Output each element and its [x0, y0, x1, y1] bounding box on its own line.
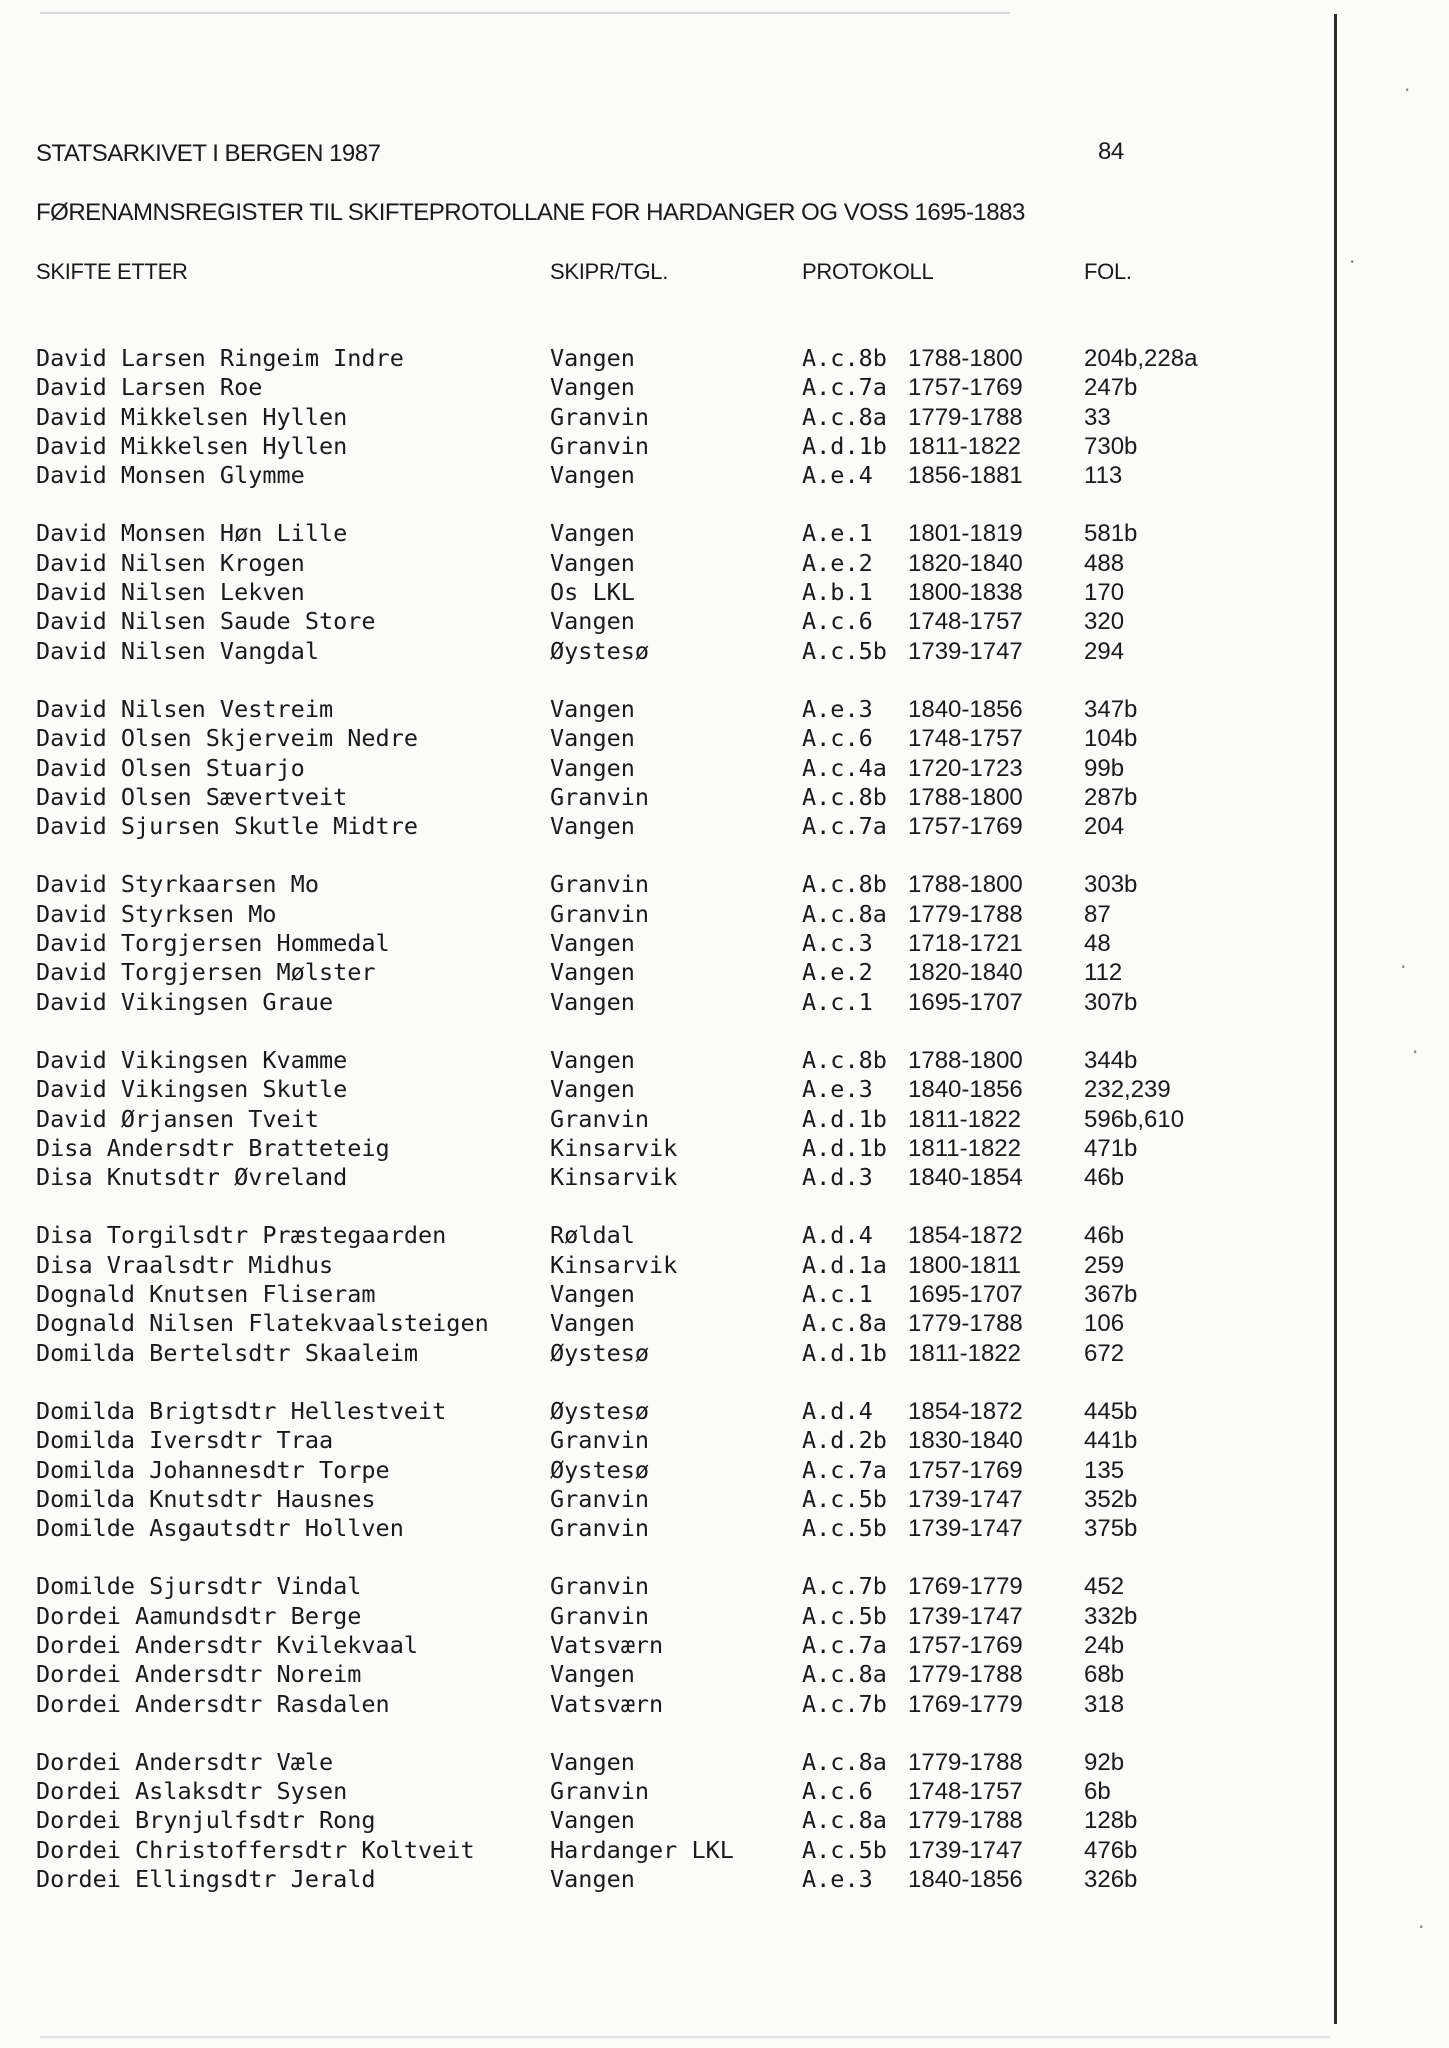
- entry-protokoll: A.d.1b: [802, 1133, 887, 1162]
- entry-protokoll: A.c.7b: [802, 1572, 887, 1601]
- entry-folio: 33: [1084, 403, 1111, 431]
- entry-protokoll: A.e.3: [802, 1075, 873, 1104]
- entry-folio: 672: [1084, 1339, 1125, 1367]
- register-table: [0, 344, 1320, 1923]
- table-row: [0, 1309, 1320, 1338]
- table-row: [0, 344, 1320, 373]
- entry-skipr: Øystesø: [550, 636, 650, 665]
- entry-folio: 48: [1084, 930, 1111, 958]
- entry-years: 1779-1788: [908, 1748, 1023, 1776]
- entry-years: 1840-1856: [908, 1866, 1023, 1894]
- column-header-name: SKIFTE ETTER: [36, 259, 188, 284]
- entry-name: Disa Andersdtr Bratteteig: [36, 1133, 390, 1162]
- table-row: [0, 1690, 1320, 1719]
- entry-years: 1779-1788: [908, 1807, 1023, 1835]
- entry-years: 1757-1769: [908, 1631, 1023, 1659]
- entry-years: 1788-1800: [908, 1046, 1023, 1074]
- table-row: [0, 988, 1320, 1017]
- table-row: [0, 1572, 1320, 1601]
- entry-skipr: Os LKL: [550, 578, 635, 607]
- entry-folio: 204b,228a: [1084, 345, 1198, 372]
- entry-skipr: Vangen: [550, 1045, 635, 1074]
- entry-protokoll: A.b.1: [802, 578, 873, 607]
- entry-years: 1779-1788: [908, 403, 1023, 431]
- entry-protokoll: A.c.8a: [802, 1309, 887, 1338]
- entry-name: David Olsen Stuarjo: [36, 753, 305, 782]
- entry-skipr: Granvin: [550, 1514, 650, 1543]
- entry-skipr: Vangen: [550, 987, 635, 1016]
- entry-years: 1801-1819: [908, 520, 1023, 548]
- entry-protokoll: A.c.7a: [802, 1455, 887, 1484]
- scan-speck: ·: [1418, 1915, 1425, 1939]
- entry-protokoll: A.d.1b: [802, 1338, 887, 1367]
- table-row: [0, 870, 1320, 899]
- entry-years: 1748-1757: [908, 608, 1023, 636]
- entry-folio: 204: [1084, 813, 1125, 841]
- entry-name: David Ørjansen Tveit: [36, 1104, 319, 1133]
- entry-name: David Nilsen Lekven: [36, 578, 305, 607]
- entry-skipr: Hardanger LKL: [550, 1835, 734, 1864]
- entry-years: 1840-1856: [908, 695, 1023, 723]
- entry-protokoll: A.e.3: [802, 1865, 873, 1894]
- entry-years: 1757-1769: [908, 1456, 1023, 1484]
- entry-years: 1695-1707: [908, 1281, 1023, 1309]
- entry-skipr: Kinsarvik: [550, 1163, 678, 1192]
- entry-years: 1748-1757: [908, 1778, 1023, 1806]
- entry-protokoll: A.c.5b: [802, 1601, 887, 1630]
- scan-speck: ·: [1404, 78, 1411, 102]
- entry-skipr: Granvin: [550, 1601, 650, 1630]
- table-row: [0, 1865, 1320, 1894]
- entry-skipr: Øystesø: [550, 1338, 650, 1367]
- entry-folio: 113: [1084, 462, 1123, 490]
- scan-border-bottom: [40, 2036, 1330, 2038]
- entry-years: 1830-1840: [908, 1427, 1023, 1455]
- entry-skipr: Vangen: [550, 1075, 635, 1104]
- scan-edge-right: [1334, 14, 1337, 2024]
- entry-protokoll: A.c.5b: [802, 636, 887, 665]
- entry-folio: 170: [1084, 579, 1125, 607]
- entry-protokoll: A.c.6: [802, 724, 873, 753]
- entry-folio: 441b: [1084, 1427, 1138, 1455]
- table-row: [0, 958, 1320, 987]
- entry-years: 1739-1747: [908, 637, 1023, 665]
- entry-name: Disa Torgilsdtr Præstegaarden: [36, 1221, 447, 1250]
- table-row: [0, 461, 1320, 490]
- entry-skipr: Vangen: [550, 958, 635, 987]
- entry-skipr: Granvin: [550, 1484, 650, 1513]
- entry-name: Dordei Andersdtr Væle: [36, 1747, 334, 1776]
- entry-folio: 104b: [1084, 725, 1138, 753]
- entry-skipr: Kinsarvik: [550, 1250, 678, 1279]
- entry-skipr: Vangen: [550, 1806, 635, 1835]
- entry-skipr: Vatsværn: [550, 1630, 664, 1659]
- entry-folio: 259: [1084, 1251, 1125, 1279]
- table-row: [0, 754, 1320, 783]
- entry-years: 1739-1747: [908, 1602, 1023, 1630]
- entry-folio: 581b: [1084, 520, 1138, 548]
- entry-name: Dordei Andersdtr Noreim: [36, 1660, 362, 1689]
- entry-years: 1779-1788: [908, 1310, 1023, 1338]
- entry-group: [0, 1221, 1320, 1367]
- entry-skipr: Vangen: [550, 1309, 635, 1338]
- entry-name: Dordei Aslaksdtr Sysen: [36, 1777, 348, 1806]
- entry-years: 1788-1800: [908, 871, 1023, 899]
- scan-speck: ·: [1349, 250, 1356, 274]
- entry-years: 1788-1800: [908, 345, 1023, 372]
- table-row: [0, 1485, 1320, 1514]
- entry-years: 1811-1822: [908, 1134, 1021, 1162]
- table-row: [0, 1602, 1320, 1631]
- entry-years: 1739-1747: [908, 1515, 1023, 1543]
- entry-group: [0, 1748, 1320, 1894]
- entry-years: 1800-1811: [908, 1251, 1021, 1279]
- table-row: [0, 1660, 1320, 1689]
- entry-name: Domilda Johannesdtr Torpe: [36, 1455, 390, 1484]
- entry-group: [0, 519, 1320, 665]
- entry-folio: 99b: [1084, 754, 1125, 782]
- entry-folio: 287b: [1084, 783, 1138, 811]
- entry-skipr: Vangen: [550, 548, 635, 577]
- column-header-protokoll: PROTOKOLL: [802, 259, 934, 284]
- entry-protokoll: A.c.7a: [802, 812, 887, 841]
- entry-skipr: Vangen: [550, 607, 635, 636]
- table-row: [0, 724, 1320, 753]
- table-row: [0, 783, 1320, 812]
- table-row: [0, 1397, 1320, 1426]
- entry-name: Dordei Andersdtr Rasdalen: [36, 1689, 390, 1718]
- entry-years: 1811-1822: [908, 1105, 1021, 1133]
- entry-name: Dordei Christoffersdtr Koltveit: [36, 1835, 475, 1864]
- table-row: [0, 1748, 1320, 1777]
- entry-protokoll: A.e.3: [802, 694, 873, 723]
- entry-years: 1854-1872: [908, 1397, 1023, 1425]
- table-row: [0, 519, 1320, 548]
- entry-group: [0, 344, 1320, 490]
- document-subtitle: FØRENAMNSREGISTER TIL SKIFTEPROTOLLANE FOR HARDANGER OG VOSS 1695-1883: [36, 199, 1025, 226]
- entry-protokoll: A.c.6: [802, 607, 873, 636]
- entry-name: Dordei Andersdtr Kvilekvaal: [36, 1630, 419, 1659]
- entry-protokoll: A.e.2: [802, 958, 873, 987]
- entry-name: David Vikingsen Graue: [36, 987, 334, 1016]
- entry-protokoll: A.c.7a: [802, 373, 887, 402]
- entry-skipr: Granvin: [550, 870, 650, 899]
- entry-years: 1739-1747: [908, 1836, 1023, 1864]
- scan-speck: ·: [1412, 1040, 1419, 1064]
- entry-skipr: Granvin: [550, 402, 650, 431]
- entry-name: David Olsen Skjerveim Nedre: [36, 724, 419, 753]
- entry-protokoll: A.d.4: [802, 1396, 873, 1425]
- table-row: [0, 1456, 1320, 1485]
- table-row: [0, 1339, 1320, 1368]
- entry-years: 1854-1872: [908, 1222, 1023, 1250]
- entry-group: [0, 870, 1320, 1016]
- entry-protokoll: A.c.6: [802, 1777, 873, 1806]
- entry-years: 1757-1769: [908, 813, 1023, 841]
- table-row: [0, 637, 1320, 666]
- entry-years: 1748-1757: [908, 725, 1023, 753]
- entry-years: 1739-1747: [908, 1485, 1023, 1513]
- table-row: [0, 900, 1320, 929]
- entry-skipr: Vangen: [550, 753, 635, 782]
- entry-folio: 6b: [1084, 1778, 1111, 1806]
- entry-protokoll: A.e.4: [802, 461, 873, 490]
- entry-folio: 318: [1084, 1690, 1125, 1718]
- entry-protokoll: A.c.7a: [802, 1630, 887, 1659]
- entry-name: Domilde Sjursdtr Vindal: [36, 1572, 362, 1601]
- table-row: [0, 373, 1320, 402]
- entry-skipr: Granvin: [550, 782, 650, 811]
- entry-skipr: Granvin: [550, 1777, 650, 1806]
- entry-folio: 247b: [1084, 374, 1138, 402]
- entry-folio: 87: [1084, 900, 1111, 928]
- entry-years: 1757-1769: [908, 374, 1023, 402]
- entry-protokoll: A.c.8a: [802, 402, 887, 431]
- table-row: [0, 1221, 1320, 1250]
- entry-folio: 471b: [1084, 1134, 1138, 1162]
- entry-group: [0, 695, 1320, 841]
- entry-name: Disa Knutsdtr Øvreland: [36, 1163, 348, 1192]
- entry-protokoll: A.c.7b: [802, 1689, 887, 1718]
- entry-name: Dognald Knutsen Fliseram: [36, 1280, 376, 1309]
- entry-protokoll: A.c.3: [802, 929, 873, 958]
- entry-skipr: Vangen: [550, 929, 635, 958]
- entry-name: David Larsen Roe: [36, 373, 263, 402]
- document-title: STATSARKIVET I BERGEN 1987: [36, 140, 381, 167]
- entry-protokoll: A.c.8a: [802, 1806, 887, 1835]
- entry-folio: 326b: [1084, 1866, 1138, 1894]
- entry-skipr: Øystesø: [550, 1396, 650, 1425]
- entry-name: David Olsen Sævertveit: [36, 782, 348, 811]
- table-row: [0, 432, 1320, 461]
- entry-skipr: Vangen: [550, 812, 635, 841]
- entry-protokoll: A.d.2b: [802, 1426, 887, 1455]
- entry-years: 1820-1840: [908, 549, 1023, 577]
- entry-folio: 320: [1084, 608, 1125, 636]
- entry-folio: 112: [1084, 959, 1123, 987]
- table-row: [0, 695, 1320, 724]
- entry-protokoll: A.d.1b: [802, 431, 887, 460]
- entry-name: David Nilsen Saude Store: [36, 607, 376, 636]
- scan-speck: ·: [1400, 955, 1407, 979]
- entry-skipr: Røldal: [550, 1221, 635, 1250]
- entry-skipr: Øystesø: [550, 1455, 650, 1484]
- entry-protokoll: A.c.8a: [802, 1747, 887, 1776]
- entry-skipr: Vangen: [550, 1747, 635, 1776]
- entry-skipr: Vangen: [550, 344, 635, 372]
- entry-years: 1718-1721: [908, 930, 1023, 958]
- page-number: 84: [1098, 138, 1124, 165]
- entry-name: Domilda Knutsdtr Hausnes: [36, 1484, 376, 1513]
- entry-protokoll: A.c.4a: [802, 753, 887, 782]
- entry-protokoll: A.c.8b: [802, 782, 887, 811]
- table-row: [0, 1777, 1320, 1806]
- entry-folio: 307b: [1084, 988, 1138, 1016]
- entry-protokoll: A.d.1b: [802, 1104, 887, 1133]
- entry-folio: 24b: [1084, 1631, 1125, 1659]
- entry-years: 1720-1723: [908, 754, 1023, 782]
- entry-name: Disa Vraalsdtr Midhus: [36, 1250, 334, 1279]
- entry-folio: 68b: [1084, 1661, 1125, 1689]
- column-header-fol: FOL.: [1084, 259, 1132, 284]
- table-row: [0, 1046, 1320, 1075]
- entry-protokoll: A.c.8a: [802, 899, 887, 928]
- entry-name: Dognald Nilsen Flatekvaalsteigen: [36, 1309, 489, 1338]
- entry-years: 1788-1800: [908, 783, 1023, 811]
- entry-years: 1840-1854: [908, 1164, 1023, 1192]
- entry-years: 1779-1788: [908, 900, 1023, 928]
- entry-folio: 303b: [1084, 871, 1138, 899]
- entry-protokoll: A.c.5b: [802, 1835, 887, 1864]
- entry-skipr: Vatsværn: [550, 1689, 664, 1718]
- entry-name: David Larsen Ringeim Indre: [36, 344, 404, 372]
- entry-protokoll: A.c.8a: [802, 1660, 887, 1689]
- entry-name: David Nilsen Krogen: [36, 548, 305, 577]
- entry-skipr: Vangen: [550, 461, 635, 490]
- entry-years: 1779-1788: [908, 1661, 1023, 1689]
- entry-skipr: Granvin: [550, 899, 650, 928]
- entry-skipr: Vangen: [550, 373, 635, 402]
- entry-folio: 730b: [1084, 432, 1138, 460]
- entry-name: David Mikkelsen Hyllen: [36, 402, 348, 431]
- entry-years: 1840-1856: [908, 1076, 1023, 1104]
- entry-skipr: Vangen: [550, 1280, 635, 1309]
- entry-name: David Monsen Høn Lille: [36, 519, 348, 548]
- entry-folio: 332b: [1084, 1602, 1138, 1630]
- entry-folio: 128b: [1084, 1807, 1138, 1835]
- table-row: [0, 929, 1320, 958]
- table-row: [0, 1105, 1320, 1134]
- entry-folio: 232,239: [1084, 1076, 1171, 1104]
- entry-years: 1695-1707: [908, 988, 1023, 1016]
- table-row: [0, 1075, 1320, 1104]
- entry-folio: 367b: [1084, 1281, 1138, 1309]
- entry-protokoll: A.c.5b: [802, 1514, 887, 1543]
- entry-protokoll: A.d.3: [802, 1163, 873, 1192]
- entry-folio: 488: [1084, 549, 1125, 577]
- entry-protokoll: A.d.1a: [802, 1250, 887, 1279]
- entry-folio: 347b: [1084, 695, 1138, 723]
- entry-folio: 92b: [1084, 1748, 1125, 1776]
- entry-skipr: Vangen: [550, 519, 635, 548]
- entry-folio: 294: [1084, 637, 1125, 665]
- table-row: [0, 1251, 1320, 1280]
- entry-group: [0, 1397, 1320, 1543]
- entry-folio: 344b: [1084, 1046, 1138, 1074]
- entry-protokoll: A.e.1: [802, 519, 873, 548]
- table-row: [0, 812, 1320, 841]
- entry-skipr: Granvin: [550, 1426, 650, 1455]
- entry-name: David Monsen Glymme: [36, 461, 305, 490]
- entry-protokoll: A.c.8b: [802, 344, 887, 372]
- table-row: [0, 549, 1320, 578]
- entry-protokoll: A.c.8b: [802, 1045, 887, 1074]
- entry-protokoll: A.c.1: [802, 987, 873, 1016]
- table-row: [0, 1280, 1320, 1309]
- table-row: [0, 1836, 1320, 1865]
- entry-name: Domilde Asgautsdtr Hollven: [36, 1514, 404, 1543]
- entry-skipr: Vangen: [550, 1660, 635, 1689]
- entry-skipr: Vangen: [550, 724, 635, 753]
- entry-years: 1769-1779: [908, 1573, 1023, 1601]
- entry-group: [0, 1572, 1320, 1718]
- table-row: [0, 403, 1320, 432]
- entry-name: David Styrkaarsen Mo: [36, 870, 319, 899]
- entry-name: Domilda Bertelsdtr Skaaleim: [36, 1338, 419, 1367]
- entry-skipr: Granvin: [550, 1104, 650, 1133]
- entry-name: Domilda Brigtsdtr Hellestveit: [36, 1396, 447, 1425]
- entry-protokoll: A.c.8b: [802, 870, 887, 899]
- entry-years: 1811-1822: [908, 1339, 1021, 1367]
- entry-folio: 452: [1084, 1573, 1125, 1601]
- table-row: [0, 578, 1320, 607]
- entry-folio: 352b: [1084, 1485, 1138, 1513]
- entry-name: Dordei Aamundsdtr Berge: [36, 1601, 362, 1630]
- entry-name: David Sjursen Skutle Midtre: [36, 812, 419, 841]
- table-row: [0, 1163, 1320, 1192]
- entry-name: David Nilsen Vangdal: [36, 636, 319, 665]
- entry-skipr: Kinsarvik: [550, 1133, 678, 1162]
- table-row: [0, 1514, 1320, 1543]
- entry-name: David Torgjersen Hommedal: [36, 929, 390, 958]
- entry-skipr: Vangen: [550, 1865, 635, 1894]
- entry-group: [0, 1046, 1320, 1192]
- entry-protokoll: A.e.2: [802, 548, 873, 577]
- entry-folio: 596b,610: [1084, 1105, 1185, 1133]
- entry-folio: 135: [1084, 1456, 1125, 1484]
- entry-protokoll: A.d.4: [802, 1221, 873, 1250]
- entry-years: 1820-1840: [908, 959, 1023, 987]
- entry-name: David Nilsen Vestreim: [36, 694, 334, 723]
- table-row: [0, 1134, 1320, 1163]
- entry-name: Dordei Ellingsdtr Jerald: [36, 1865, 376, 1894]
- entry-years: 1800-1838: [908, 579, 1023, 607]
- entry-folio: 375b: [1084, 1515, 1138, 1543]
- entry-name: David Vikingsen Kvamme: [36, 1045, 348, 1074]
- entry-years: 1811-1822: [908, 432, 1021, 460]
- table-row: [0, 1631, 1320, 1660]
- entry-name: David Mikkelsen Hyllen: [36, 431, 348, 460]
- entry-protokoll: A.c.1: [802, 1280, 873, 1309]
- entry-years: 1856-1881: [908, 462, 1023, 490]
- entry-name: David Vikingsen Skutle: [36, 1075, 348, 1104]
- table-row: [0, 607, 1320, 636]
- entry-folio: 106: [1084, 1310, 1125, 1338]
- entry-skipr: Granvin: [550, 1572, 650, 1601]
- scan-border-top: [40, 12, 1010, 14]
- entry-name: Domilda Iversdtr Traa: [36, 1426, 334, 1455]
- table-row: [0, 1806, 1320, 1835]
- table-row: [0, 1426, 1320, 1455]
- entry-folio: 46b: [1084, 1222, 1125, 1250]
- entry-years: 1769-1779: [908, 1690, 1023, 1718]
- entry-skipr: Vangen: [550, 694, 635, 723]
- column-header-skipr: SKIPR/TGL.: [550, 259, 669, 284]
- entry-folio: 46b: [1084, 1164, 1125, 1192]
- entry-protokoll: A.c.5b: [802, 1484, 887, 1513]
- entry-skipr: Granvin: [550, 431, 650, 460]
- entry-folio: 476b: [1084, 1836, 1138, 1864]
- entry-name: Dordei Brynjulfsdtr Rong: [36, 1806, 376, 1835]
- entry-folio: 445b: [1084, 1397, 1138, 1425]
- entry-name: David Styrksen Mo: [36, 899, 277, 928]
- entry-name: David Torgjersen Mølster: [36, 958, 376, 987]
